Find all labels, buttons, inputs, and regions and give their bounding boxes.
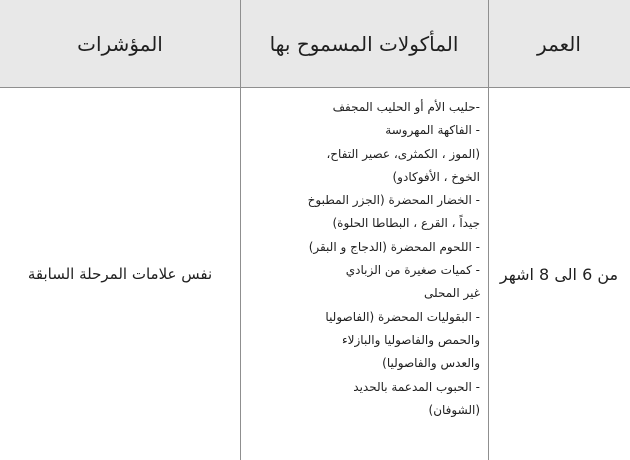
allowed-foods-list: [246, 96, 480, 422]
header-indicators: المؤشرات: [77, 32, 163, 56]
column-divider: [240, 0, 241, 460]
food-line: جيداً ، القرع ، البطاطا الحلوة): [332, 216, 480, 231]
food-line: (الموز ، الكمثرى، عصير التفاح،: [326, 146, 480, 161]
column-divider: [488, 0, 489, 460]
food-line: - اللحوم المحضرة (الدجاج و البقر): [308, 239, 480, 254]
food-line: والحمص والفاصوليا والبازلاء: [342, 332, 480, 347]
food-line: - كميات صغيرة من الزبادي: [345, 263, 480, 278]
header-foods: المأكولات المسموح بها: [269, 32, 459, 56]
cell-indicators: نفس علامات المرحلة السابقة: [27, 265, 213, 283]
food-line: - الحبوب المدعمة بالحديد: [353, 379, 480, 394]
food-line: والعدس والفاصوليا): [382, 356, 480, 371]
food-line: - الفاكهة المهروسة: [385, 123, 480, 138]
table-header-row: [0, 0, 630, 88]
header-age: العمر: [537, 32, 581, 56]
food-line: الخوخ ، الأفوكادو): [392, 169, 480, 184]
cell-age: من 6 الى 8 اشهر: [499, 264, 619, 284]
food-line: غير المحلى: [424, 286, 480, 301]
food-line: - البقوليات المحضرة (الفاصوليا: [325, 309, 480, 324]
food-line: -حليب الأم أو الحليب المجفف: [332, 100, 480, 114]
food-line: - الخضار المحضرة (الجزر المطبوخ: [307, 193, 480, 208]
food-line: (الشوفان): [428, 402, 480, 417]
